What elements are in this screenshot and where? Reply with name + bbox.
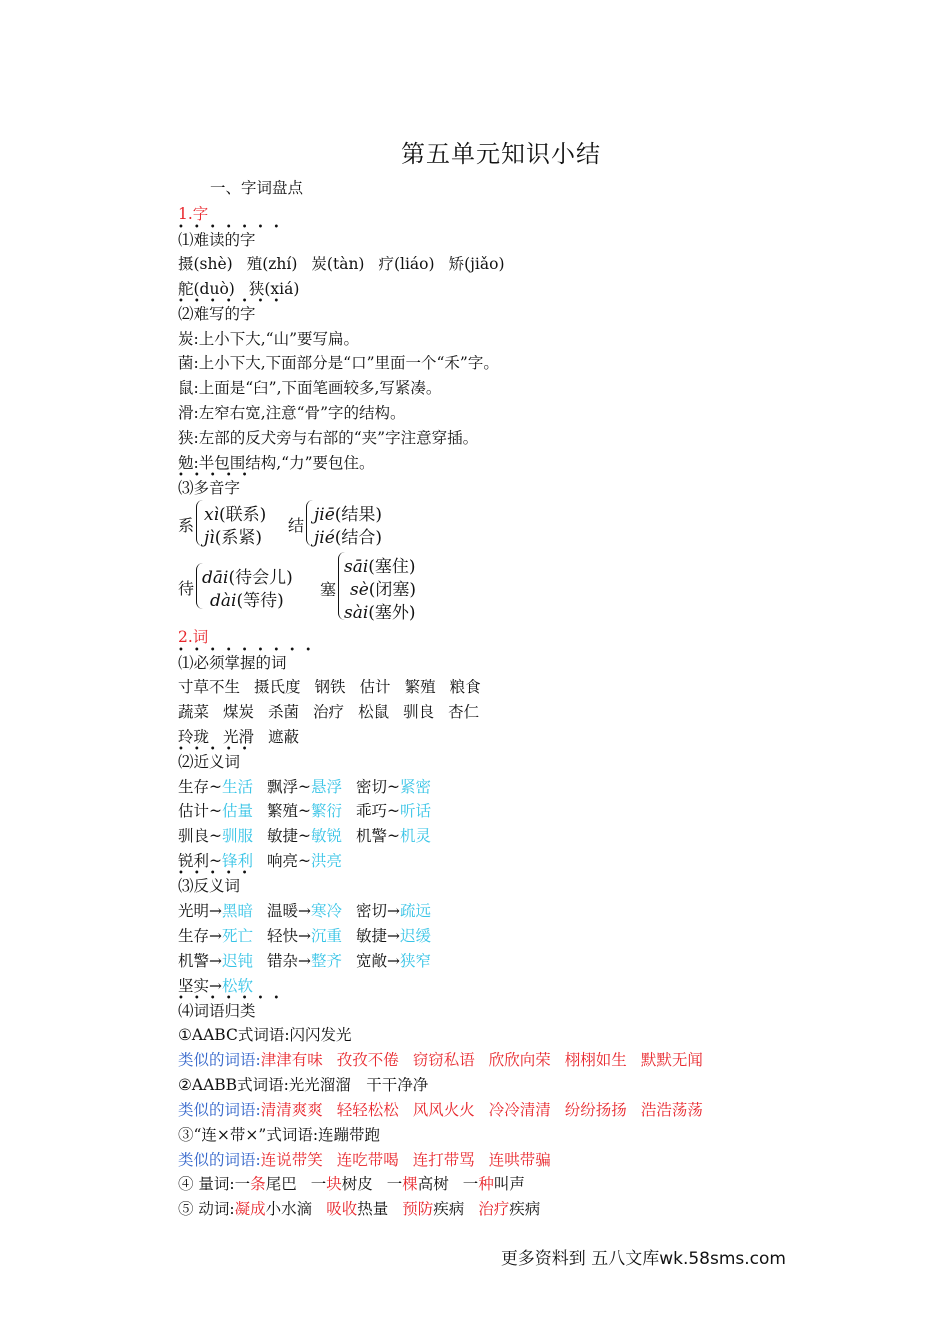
sub-heading: ⑵近义词 bbox=[178, 753, 241, 771]
phrase-part: 高树 bbox=[417, 1175, 449, 1193]
answer-word: 黑暗 bbox=[222, 902, 254, 920]
phrase-part: 一 bbox=[462, 1175, 479, 1193]
synonym-pair bbox=[178, 827, 253, 845]
verb: 治疗 bbox=[478, 1200, 510, 1218]
similar-word: 风风火火 bbox=[412, 1101, 475, 1119]
must-word: 钢铁 bbox=[314, 678, 346, 696]
section-heading: 一、字词盘点 bbox=[210, 179, 304, 197]
word: 飘浮~ bbox=[267, 778, 312, 796]
phrase-part: 尾巴 bbox=[265, 1175, 297, 1193]
measure-phrase bbox=[235, 1175, 297, 1193]
antonym-pair bbox=[178, 927, 253, 945]
verb: 预防 bbox=[402, 1200, 434, 1218]
synonym-pair bbox=[356, 827, 431, 845]
similar-word: 浩浩荡荡 bbox=[640, 1101, 703, 1119]
hard-read-char: 舵(duò) bbox=[178, 280, 235, 298]
emphasis-dots: ••••• bbox=[178, 868, 258, 879]
verb-phrase bbox=[402, 1200, 464, 1218]
antonym-pair bbox=[356, 902, 431, 920]
similar-word: 连吃带喝 bbox=[336, 1151, 399, 1169]
word: 生存~ bbox=[178, 778, 222, 796]
must-word: 杏仁 bbox=[448, 703, 480, 721]
polyphone-sai: 塞 sāi(塞住) sè(闭塞) sài(塞外) bbox=[320, 552, 440, 622]
verb-phrase bbox=[326, 1200, 388, 1218]
synonym-pair bbox=[178, 778, 253, 796]
footer-site-link[interactable]: wk.58sms.com bbox=[659, 1249, 786, 1269]
antonym-pair bbox=[356, 927, 431, 945]
hard-read-char: 炭(tàn) bbox=[311, 255, 365, 273]
measure-phrase bbox=[311, 1175, 373, 1193]
synonym-pair bbox=[356, 778, 431, 796]
emphasis-dots: ••••••• bbox=[178, 296, 290, 307]
similar-word: 窃窃私语 bbox=[412, 1051, 475, 1069]
answer-word: 迟钝 bbox=[222, 952, 254, 970]
must-words-row bbox=[178, 677, 481, 697]
answer-word: 狭窄 bbox=[400, 952, 432, 970]
answer-word: 整齐 bbox=[311, 952, 343, 970]
measure-phrase bbox=[463, 1175, 525, 1193]
must-word: 寸草不生 bbox=[178, 678, 241, 696]
group-2-similar bbox=[178, 1100, 703, 1120]
word: 敏捷~ bbox=[267, 827, 312, 845]
group-4-measure-words bbox=[178, 1174, 525, 1194]
answer-word: 松软 bbox=[222, 977, 254, 995]
word: 繁殖~ bbox=[267, 802, 312, 820]
word: 机警→ bbox=[178, 952, 222, 970]
part-heading-ci: 2.词 bbox=[178, 628, 209, 646]
phrase-part: 一 bbox=[234, 1175, 251, 1193]
must-word: 粮食 bbox=[449, 678, 481, 696]
similar-word: 冷冷清清 bbox=[488, 1101, 551, 1119]
antonym-row bbox=[178, 926, 431, 946]
answer-word: 锋利 bbox=[222, 852, 254, 870]
hard-write-item: 狭:左部的反犬旁与右部的“夹”字注意穿插。 bbox=[178, 429, 479, 447]
answer-word: 估量 bbox=[222, 802, 254, 820]
group-3-similar bbox=[178, 1150, 551, 1170]
phrase-part: 块 bbox=[326, 1175, 342, 1193]
answer-word: 寒冷 bbox=[311, 902, 343, 920]
part-heading-zi: 1.字 bbox=[178, 205, 209, 223]
group-3: ③“连×带×”式词语:连蹦带跑 bbox=[178, 1126, 381, 1144]
answer-word: 敏锐 bbox=[311, 827, 343, 845]
must-word: 煤炭 bbox=[223, 703, 255, 721]
hard-read-char: 殖(zhí) bbox=[246, 255, 298, 273]
word: 机警~ bbox=[356, 827, 401, 845]
object: 小水滴 bbox=[265, 1200, 313, 1218]
synonym-row bbox=[178, 801, 431, 821]
synonym-row bbox=[178, 777, 431, 797]
hard-read-char: 摄(shè) bbox=[178, 255, 233, 273]
must-word: 蔬菜 bbox=[178, 703, 210, 721]
emphasis-dots: ••••• bbox=[178, 744, 258, 755]
antonym-row bbox=[178, 901, 431, 921]
polyphone-dai: 待 dāi(待会儿) dài(等待) bbox=[178, 563, 318, 613]
sub-heading: ⑵难写的字 bbox=[178, 305, 256, 323]
must-word: 松鼠 bbox=[358, 703, 390, 721]
answer-word: 机灵 bbox=[400, 827, 432, 845]
answer-word: 迟缓 bbox=[400, 927, 432, 945]
synonym-pair bbox=[178, 802, 253, 820]
phrase-part: 条 bbox=[250, 1175, 266, 1193]
must-word: 驯良 bbox=[403, 703, 435, 721]
antonym-pair bbox=[267, 902, 342, 920]
sub-heading: ⑶反义词 bbox=[178, 877, 241, 895]
polyphone-jie: 结 jiē(结果) jié(结合) bbox=[288, 500, 408, 550]
sub-heading: ⑶多音字 bbox=[178, 479, 241, 497]
similar-word: 连说带笑 bbox=[260, 1151, 323, 1169]
hard-write-item: 勉:半包围结构,“力”要包住。 bbox=[178, 454, 375, 472]
similar-word: 欣欣向荣 bbox=[488, 1051, 551, 1069]
answer-word: 沉重 bbox=[311, 927, 343, 945]
must-word: 玲珑 bbox=[178, 728, 210, 746]
phrase-part: 种 bbox=[478, 1175, 494, 1193]
must-word: 治疗 bbox=[313, 703, 345, 721]
similar-word: 连哄带骗 bbox=[488, 1151, 551, 1169]
phrase-part: 一 bbox=[310, 1175, 327, 1193]
must-word: 摄氏度 bbox=[254, 678, 301, 696]
must-word: 遮蔽 bbox=[268, 728, 300, 746]
object: 疾病 bbox=[509, 1200, 541, 1218]
similar-word: 默默无闻 bbox=[640, 1051, 703, 1069]
answer-word: 紧密 bbox=[400, 778, 432, 796]
hard-read-row-1 bbox=[178, 254, 505, 274]
brace bbox=[306, 500, 313, 546]
answer-word: 疏远 bbox=[400, 902, 432, 920]
similar-word: 孜孜不倦 bbox=[336, 1051, 399, 1069]
polyphone-xi: 系 xì(联系) jì(系紧) bbox=[178, 500, 298, 550]
word: 轻快→ bbox=[267, 927, 312, 945]
answer-word: 悬浮 bbox=[311, 778, 343, 796]
similar-label: 类似的词语: bbox=[178, 1151, 261, 1169]
answer-word: 死亡 bbox=[222, 927, 254, 945]
verb-phrase bbox=[235, 1200, 313, 1218]
must-word: 繁殖 bbox=[404, 678, 436, 696]
word: 锐利~ bbox=[178, 852, 222, 870]
word: 响亮~ bbox=[267, 852, 312, 870]
hard-read-char: 疗(liáo) bbox=[378, 255, 435, 273]
word: 乖巧~ bbox=[356, 802, 401, 820]
similar-word: 连打带骂 bbox=[412, 1151, 475, 1169]
synonym-pair bbox=[267, 778, 342, 796]
object: 热量 bbox=[357, 1200, 389, 1218]
word: 估计~ bbox=[178, 802, 222, 820]
answer-word: 洪亮 bbox=[311, 852, 343, 870]
brace bbox=[196, 500, 203, 546]
object: 疾病 bbox=[433, 1200, 465, 1218]
antonym-pair bbox=[178, 952, 253, 970]
sub-heading: ⑷词语归类 bbox=[178, 1002, 256, 1020]
hard-read-char: 矫(jiǎo) bbox=[448, 255, 505, 273]
emphasis-dots: ••••••• bbox=[178, 993, 290, 1004]
word: 密切~ bbox=[356, 778, 401, 796]
phrase-part: 树皮 bbox=[341, 1175, 373, 1193]
antonym-pair bbox=[356, 952, 431, 970]
similar-word: 轻轻松松 bbox=[336, 1101, 399, 1119]
hard-write-item: 鼠:上面是“臼”,下面笔画较多,写紧凑。 bbox=[178, 379, 442, 397]
antonym-row bbox=[178, 951, 431, 971]
verb-phrase bbox=[478, 1200, 540, 1218]
similar-word: 纷纷扬扬 bbox=[564, 1101, 627, 1119]
hard-read-char: 狭(xiá) bbox=[248, 280, 300, 298]
answer-word: 繁衍 bbox=[311, 802, 343, 820]
emphasis-dots: ••••••• bbox=[178, 222, 290, 233]
group-2: ②AABB式词语:光光溜溜 干干净净 bbox=[178, 1076, 429, 1094]
hard-write-item: 滑:左窄右宽,注意“骨”字的结构。 bbox=[178, 404, 406, 422]
similar-word: 清清爽爽 bbox=[260, 1101, 323, 1119]
antonym-pair bbox=[267, 952, 342, 970]
must-word: 光滑 bbox=[223, 728, 255, 746]
verb: 吸收 bbox=[326, 1200, 358, 1218]
hard-write-item: 菌:上小下大,下面部分是“口”里面一个“禾”字。 bbox=[178, 354, 499, 372]
answer-word: 生活 bbox=[222, 778, 254, 796]
synonym-row bbox=[178, 826, 431, 846]
similar-label: 类似的词语: bbox=[178, 1051, 261, 1069]
verb: 凝成 bbox=[234, 1200, 266, 1218]
group-label: ⑤ 动词: bbox=[178, 1200, 235, 1218]
synonym-pair bbox=[267, 827, 342, 845]
antonym-pair bbox=[267, 927, 342, 945]
similar-word: 栩栩如生 bbox=[564, 1051, 627, 1069]
phrase-part: 叫声 bbox=[493, 1175, 525, 1193]
must-word: 估计 bbox=[359, 678, 391, 696]
word: 宽敞→ bbox=[356, 952, 401, 970]
emphasis-dots: ••••• bbox=[178, 470, 258, 481]
word: 驯良~ bbox=[178, 827, 222, 845]
phrase-part: 棵 bbox=[402, 1175, 418, 1193]
synonym-pair bbox=[356, 802, 431, 820]
word: 坚实→ bbox=[178, 977, 222, 995]
must-word: 杀菌 bbox=[268, 703, 300, 721]
word: 错杂→ bbox=[267, 952, 312, 970]
synonym-pair bbox=[267, 852, 342, 870]
word: 生存→ bbox=[178, 927, 222, 945]
group-1-similar bbox=[178, 1050, 703, 1070]
group-1: ①AABC式词语:闪闪发光 bbox=[178, 1026, 352, 1044]
sub-heading: ⑴难读的字 bbox=[178, 231, 256, 249]
answer-word: 听话 bbox=[400, 802, 432, 820]
hard-write-item: 炭:上小下大,“山”要写扁。 bbox=[178, 330, 359, 348]
word: 温暖→ bbox=[267, 902, 312, 920]
footer-note: 更多资料到 五八文库wk.58sms.com bbox=[500, 1249, 786, 1269]
measure-phrase bbox=[387, 1175, 449, 1193]
word: 密切→ bbox=[356, 902, 401, 920]
word: 光明→ bbox=[178, 902, 222, 920]
phrase-part: 一 bbox=[386, 1175, 403, 1193]
must-words-row bbox=[178, 702, 479, 722]
group-label: ④ 量词: bbox=[178, 1175, 235, 1193]
page-title: 第五单元知识小结 bbox=[401, 140, 601, 168]
similar-label: 类似的词语: bbox=[178, 1101, 261, 1119]
synonym-pair bbox=[267, 802, 342, 820]
antonym-pair bbox=[178, 902, 253, 920]
word: 敏捷→ bbox=[356, 927, 401, 945]
emphasis-dots: ••••••••• bbox=[178, 645, 322, 656]
similar-word: 津津有味 bbox=[260, 1051, 323, 1069]
group-5-verbs bbox=[178, 1199, 540, 1219]
sub-heading: ⑴必须掌握的词 bbox=[178, 654, 287, 672]
answer-word: 驯服 bbox=[222, 827, 254, 845]
